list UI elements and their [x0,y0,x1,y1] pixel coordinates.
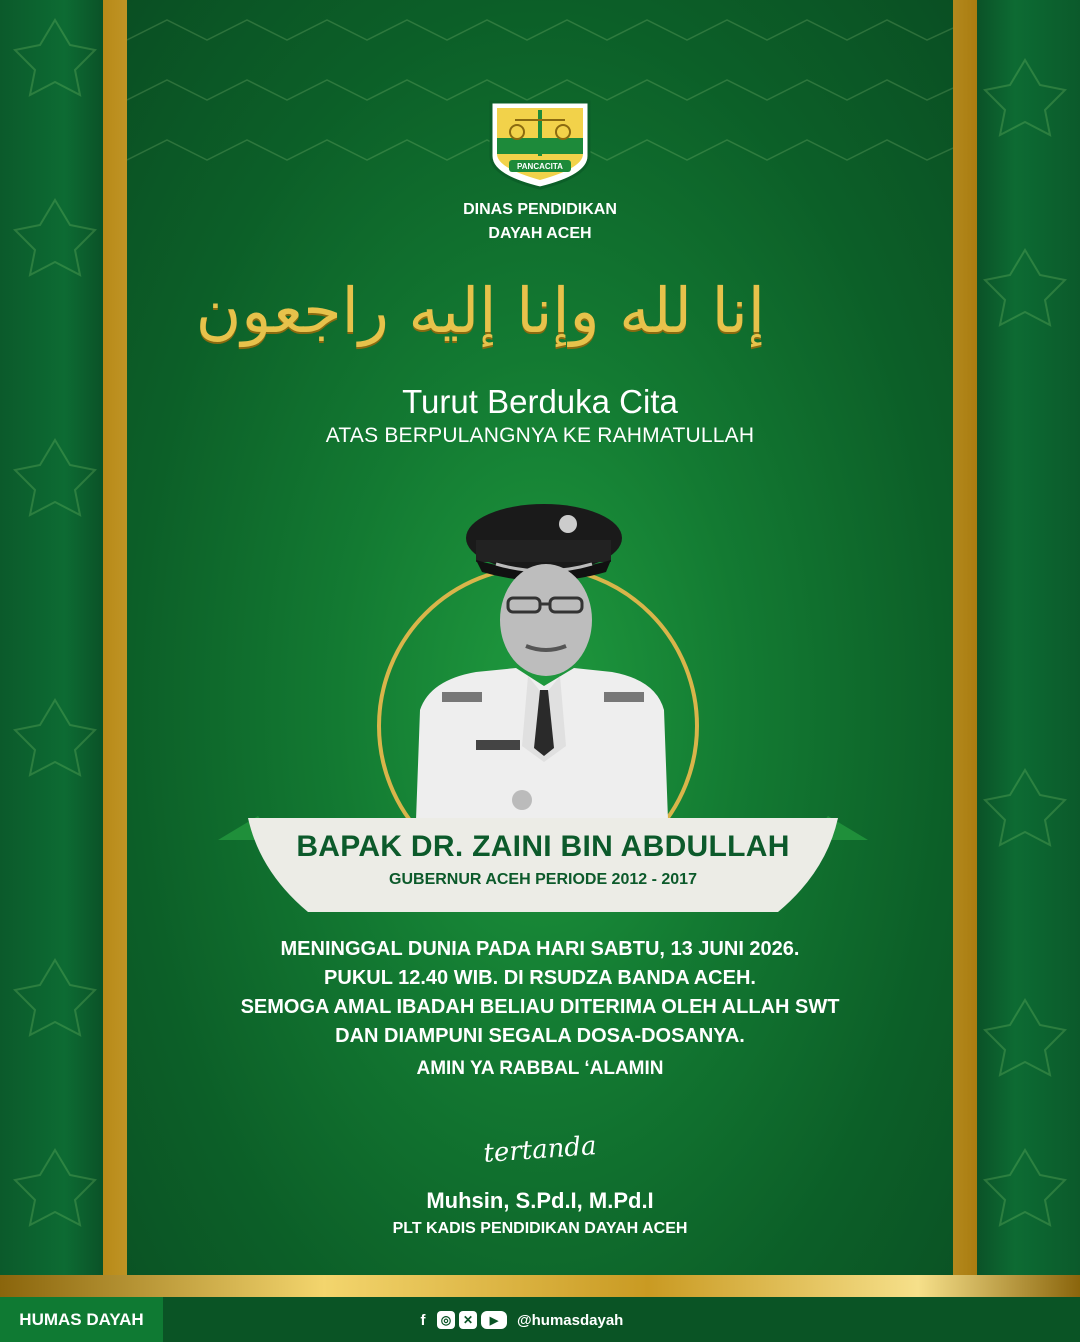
footer-badge: HUMAS DAYAH [0,1297,163,1342]
headline: Turut Berduka Cita [402,383,678,420]
facebook-icon[interactable]: f [420,1311,426,1329]
name-ribbon [218,812,868,920]
instagram-icon[interactable]: ◎ [437,1311,455,1329]
message-line3: SEMOGA AMAL IBADAH BELIAU DITERIMA OLEH ALLAH SWT [240,996,840,1018]
x-icon[interactable]: ✕ [459,1311,477,1329]
signer-role: PLT KADIS PENDIDIKAN DAYAH ACEH [392,1220,688,1237]
subline: ATAS BERPULANGNYA KE RAHMATULLAH [325,424,755,447]
social-links [413,1307,623,1333]
left-ornament-pattern [0,0,110,1290]
organization-line1: DINAS PENDIDIKAN [463,201,617,218]
signer-name: Muhsin, S.Pd.I, M.Pd.I [426,1188,654,1213]
youtube-icon[interactable]: ▶ [481,1311,507,1329]
message-line2: PUKUL 12.40 WIB. DI RSUDZA BANDA ACEH. [324,967,756,989]
ribbon-shape [218,812,868,920]
right-ornament-pattern [970,0,1080,1290]
message-line4: DAN DIAMPUNI SEGALA DOSA-DOSANYA. [335,1025,745,1047]
deceased-title: GUBERNUR ACEH PERIODE 2012 - 2017 [389,871,697,888]
pancacita-logo [487,98,593,190]
signed-by-label: tertanda [482,1131,598,1169]
bottom-gold-band [0,1275,1080,1297]
portrait-photo [416,500,668,820]
footer-bar [0,1297,1080,1342]
deceased-name: BAPAK DR. ZAINI BIN ABDULLAH [296,830,790,863]
social-handle[interactable]: @humasdayah [517,1311,624,1329]
prayer-closing: AMIN YA RABBAL ‘ALAMIN [416,1058,664,1079]
svg-text:PANCACITA: PANCACITA [517,162,563,171]
condolence-message [190,935,890,1051]
arabic-calligraphy: إنا لله وإنا إليه راجعون [195,274,765,347]
organization-line2: DAYAH ACEH [488,225,592,242]
message-line1: MENINGGAL DUNIA PADA HARI SABTU, 13 JUNI 2026. [280,938,800,960]
organization-name [390,198,690,246]
